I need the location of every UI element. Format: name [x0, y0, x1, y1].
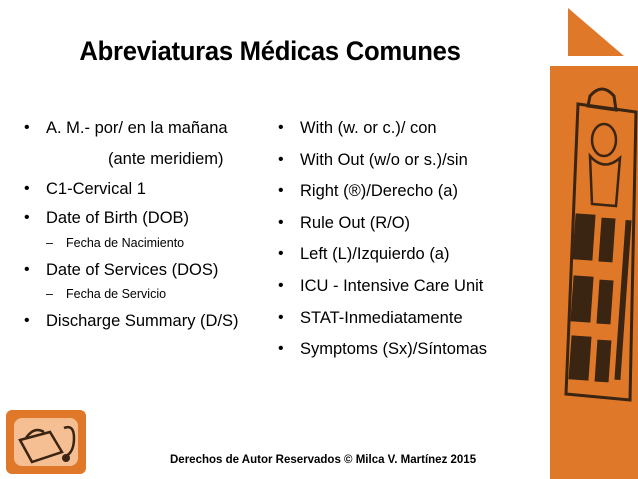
sub-list-item: – Fecha de Nacimiento: [24, 235, 274, 251]
list-item: • STAT-Inmediatamente: [278, 308, 528, 328]
left-bullet-list: [24, 118, 274, 341]
copyright-footer: Derechos de Autor Reservados © Milca V. Martínez 2015: [170, 454, 477, 466]
list-item: • ICU - Intensive Care Unit: [278, 276, 528, 296]
list-item: • Date of Services (DOS): [24, 260, 274, 280]
list-item: • Discharge Summary (D/S): [24, 311, 274, 331]
list-item: • With (w. or c.)/ con: [278, 118, 528, 138]
sub-list-item: – Fecha de Servicio: [24, 286, 274, 302]
list-item-text: A. M.- por/ en la mañana: [46, 119, 228, 137]
list-item: • Rule Out (R/O): [278, 213, 528, 233]
list-item: • Symptoms (Sx)/Síntomas: [278, 339, 528, 359]
right-bullet-list: [278, 118, 528, 371]
list-item: • C1-Cervical 1: [24, 179, 274, 199]
corner-triangle-icon: [568, 8, 624, 56]
list-item: [24, 118, 274, 169]
list-item-continuation: (ante meridiem): [108, 150, 224, 168]
list-item: • Left (L)/Izquierdo (a): [278, 244, 528, 264]
slide-title: Abreviaturas Médicas Comunes: [79, 36, 461, 66]
list-item: • With Out (w/o or s.)/sin: [278, 150, 528, 170]
clipboard-doctor-icon: [550, 66, 638, 479]
medical-bag-stethoscope-icon: [6, 410, 86, 474]
list-item: • Right (®)/Derecho (a): [278, 181, 528, 201]
list-item: • Date of Birth (DOB): [24, 208, 274, 228]
